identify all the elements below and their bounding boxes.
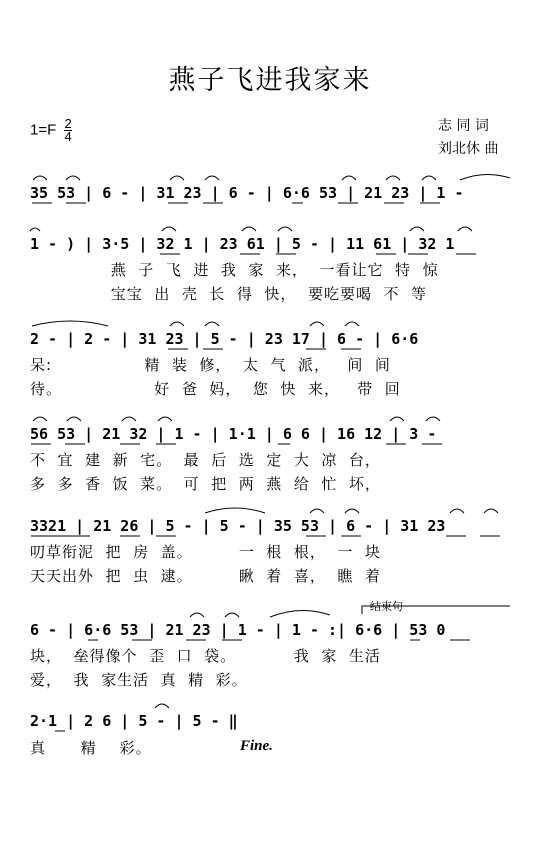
score-system-7 — [0, 708, 540, 734]
song-title: 燕子飞进我家来 — [168, 65, 372, 96]
score-system-3 — [0, 326, 540, 352]
notes-line-6: 6 - | 6·6 53 | 21 23 | 1 - | 1 - :| 6·6 | 53 0 — [30, 621, 446, 639]
score-system-5 — [0, 513, 540, 539]
score-system-6 — [0, 617, 540, 643]
time-bottom: 4 — [64, 129, 72, 144]
lyric-line-4-2 — [0, 473, 540, 495]
notes-line-4: 56 53 | 21 32 | 1 - | 1·1 | 6 6 | 16 12 | 3 - — [30, 425, 437, 443]
notes-line-5: 3321 | 21 26 | 5 - | 5 - | 35 53 | 6 - | 31 23 — [30, 517, 446, 535]
notes-line-2: 1 - ) | 3·5 | 32 1 | 23 61 | 5 - | 11 61 | 32 1 — [30, 235, 455, 253]
lyric-text: 真 精 彩。 — [30, 739, 152, 757]
lyric-text: 燕 子 飞 进 我 家 来， 一看让它 特 惊 — [30, 261, 439, 279]
lyric-text: 块， 垒得像个 歪 口 袋。 我 家 生活 — [30, 647, 381, 665]
lyric-text: 不 宜 建 新 宅。 最 后 选 定 大 凉 台， — [30, 451, 381, 469]
credits — [438, 115, 498, 161]
lyric-line-2-1 — [0, 259, 540, 281]
lyric-line-2-2 — [0, 283, 540, 305]
time-signature — [64, 118, 71, 143]
lyric-text: 爱， 我 家生活 真 精 彩。 — [30, 671, 248, 689]
notes-line-7: 2·1 | 2 6 | 5 - | 5 - ‖ — [30, 712, 238, 730]
score-system-1 — [0, 180, 540, 206]
key-text: 1=F — [30, 121, 57, 139]
lyric-text: 天天出外 把 虫 逮。 瞅 着 喜， 瞧 着 — [30, 567, 381, 585]
lyric-line-5-1 — [0, 541, 540, 563]
ending-label: 结束句 — [370, 600, 403, 613]
lyric-text: 叨草衔泥 把 房 盖。 一 根 根， 一 块 — [30, 543, 381, 561]
notes-line-3: 2 - | 2 - | 31 23 | 5 - | 23 17 | 6 - | 6·6 — [30, 330, 419, 348]
time-top: 2 — [64, 116, 72, 131]
lyric-line-6-2 — [0, 669, 540, 691]
lyric-line-5-2 — [0, 565, 540, 587]
lyric-line-3-1 — [0, 354, 540, 376]
lyric-text: 多 多 香 饭 菜。 可 把 两 燕 给 忙 坏， — [30, 475, 381, 493]
key-signature — [30, 118, 72, 143]
fine-marker: Fine. — [240, 738, 273, 754]
lyricist-credit: 志 同 词 — [438, 118, 489, 134]
lyric-line-3-2 — [0, 378, 540, 400]
lyric-line-4-1 — [0, 449, 540, 471]
score-system-4 — [0, 421, 540, 447]
lyric-text: 呆: 精 装 修， 太 气 派， 间 间 — [30, 356, 391, 374]
score-system-2 — [0, 231, 540, 257]
lyric-text: 宝宝 出 壳 长 得 快， 要吃要喝 不 等 — [30, 285, 428, 303]
lyric-line-6-1 — [0, 645, 540, 667]
notes-line-1: 35 53 | 6 - | 31 23 | 6 - | 6·6 53 | 21 23 | 1 - — [30, 184, 464, 202]
lyric-text: 待。 好 爸 妈， 您 快 来， 带 回 — [30, 380, 401, 398]
composer-credit: 刘北休 曲 — [438, 141, 499, 157]
